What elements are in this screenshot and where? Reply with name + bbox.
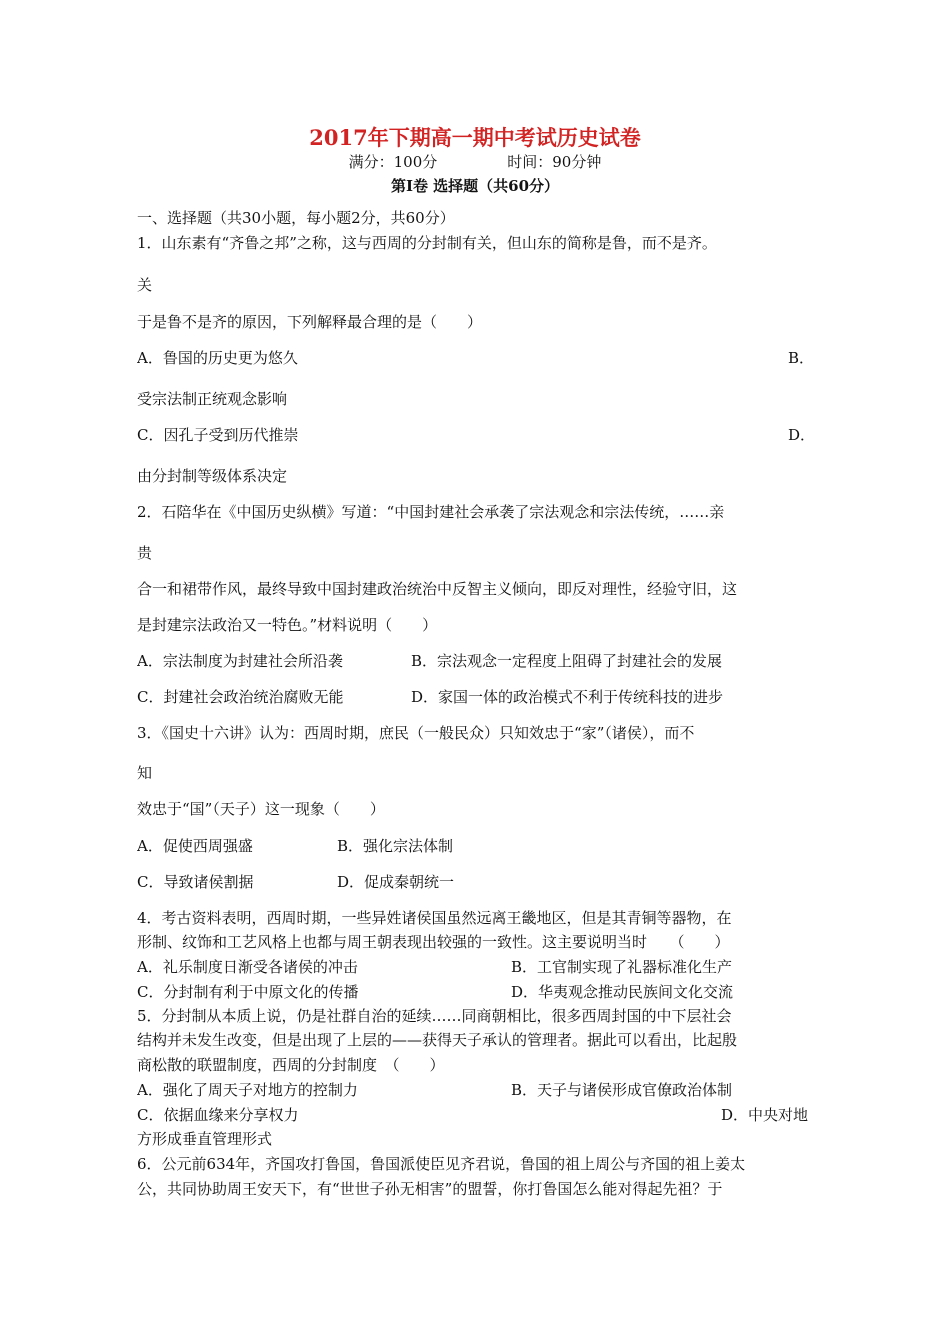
q1-line1-wrap: 关 — [137, 276, 153, 294]
exam-meta — [0, 152, 950, 172]
q2-line2: 合一和裙带作风，最终导致中国封建政治统治中反智主义倾向，即反对理性，经验守旧，这 — [137, 580, 738, 598]
q1-option-a: A．鲁国的历史更为悠久 — [137, 349, 298, 367]
q3-line1: 3．《国史十六讲》认为：西周时期，庶民（一般民众）只知效忠于“家”（诸侯），而不 — [137, 724, 695, 742]
instruction: 一、选择题（共30小题，每小题2分，共60分） — [137, 209, 455, 227]
q4-line2: 形制、纹饰和工艺风格上也都与周王朝表现出较强的一致性。这主要说明当时 （ ） — [137, 933, 730, 951]
q5-option-b: B．天子与诸侯形成官僚政治体制 — [511, 1081, 733, 1099]
q1-option-c: C．因孔子受到历代推崇 — [137, 426, 299, 444]
q2-line1: 2．石陪华在《中国历史纵横》写道：“中国封建社会承袭了宗法观念和宗法传统，……亲 — [137, 503, 725, 521]
q3-line1-wrap: 知 — [137, 764, 153, 782]
q5-line2: 结构并未发生改变，但是出现了上层的——获得天子承认的管理者。据此可以看出，比起殷 — [137, 1031, 738, 1049]
q1-option-b-label: B． — [788, 349, 815, 367]
q4-line1: 4．考古资料表明，西周时期，一些异姓诸侯国虽然远离王畿地区，但是其青铜等器物，在 — [137, 909, 732, 927]
q1-option-d-label: D． — [788, 426, 816, 444]
q1-option-b-text: 受宗法制正统观念影响 — [137, 390, 288, 408]
q1-line2: 于是鲁不是齐的原因，下列解释最合理的是（ ） — [137, 313, 483, 331]
q5-option-d: D．中央对地 — [721, 1106, 809, 1124]
q4-option-a: A．礼乐制度日渐受各诸侯的冲击 — [137, 958, 358, 976]
full-score: 满分：100分 — [348, 153, 438, 171]
q4-option-b: B．工官制实现了礼器标准化生产 — [511, 958, 733, 976]
q5-option-c: C．依据血缘来分享权力 — [137, 1106, 299, 1124]
exam-time: 时间：90分钟 — [507, 153, 602, 171]
q3-option-a: A．促使西周强盛 — [137, 837, 253, 855]
q4-option-c: C．分封制有利于中原文化的传播 — [137, 983, 359, 1001]
q2-option-c: C．封建社会政治统治腐败无能 — [137, 688, 344, 706]
q3-line2: 效忠于“国”（天子）这一现象（ ） — [137, 800, 385, 818]
q3-option-c: C．导致诸侯割据 — [137, 873, 254, 891]
q5-line3: 商松散的联盟制度，西周的分封制度 （ ） — [137, 1056, 445, 1074]
q3-option-d: D．促成秦朝统一 — [337, 873, 455, 891]
section-heading: 第Ⅰ卷 选择题（共60分） — [390, 177, 560, 195]
q1-option-d-text: 由分封制等级体系决定 — [137, 467, 288, 485]
q2-line1-wrap: 贵 — [137, 544, 153, 562]
q6-line2: 公，共同协助周王安天下，有“世世子孙无相害”的盟誓，你打鲁国怎么能对得起先祖？于 — [137, 1180, 723, 1198]
q3-option-b: B．强化宗法体制 — [337, 837, 454, 855]
q5-option-d-wrap: 方形成垂直管理形式 — [137, 1130, 273, 1148]
exam-title: 2017年下期高一期中考试历史试卷 — [309, 125, 641, 150]
q5-option-a: A．强化了周天子对地方的控制力 — [137, 1081, 358, 1099]
q2-option-d: D．家国一体的政治模式不利于传统科技的进步 — [411, 688, 724, 706]
q5-line1: 5．分封制从本质上说，仍是社群自治的延续……同商朝相比，很多西周封国的中下层社会 — [137, 1007, 732, 1025]
q2-line3: 是封建宗法政治又一特色。”材料说明（ ） — [137, 616, 438, 634]
q2-option-a: A．宗法制度为封建社会所沿袭 — [137, 652, 343, 670]
q2-option-b: B．宗法观念一定程度上阻碍了封建社会的发展 — [411, 652, 723, 670]
q1-line1: 1．山东素有“齐鲁之邦”之称，这与西周的分封制有关，但山东的简称是鲁，而不是齐。 — [137, 234, 717, 252]
q6-line1: 6．公元前634年，齐国攻打鲁国，鲁国派使臣见齐君说，鲁国的祖上周公与齐国的祖上姜太 — [137, 1155, 746, 1173]
q4-option-d: D．华夷观念推动民族间文化交流 — [511, 983, 734, 1001]
